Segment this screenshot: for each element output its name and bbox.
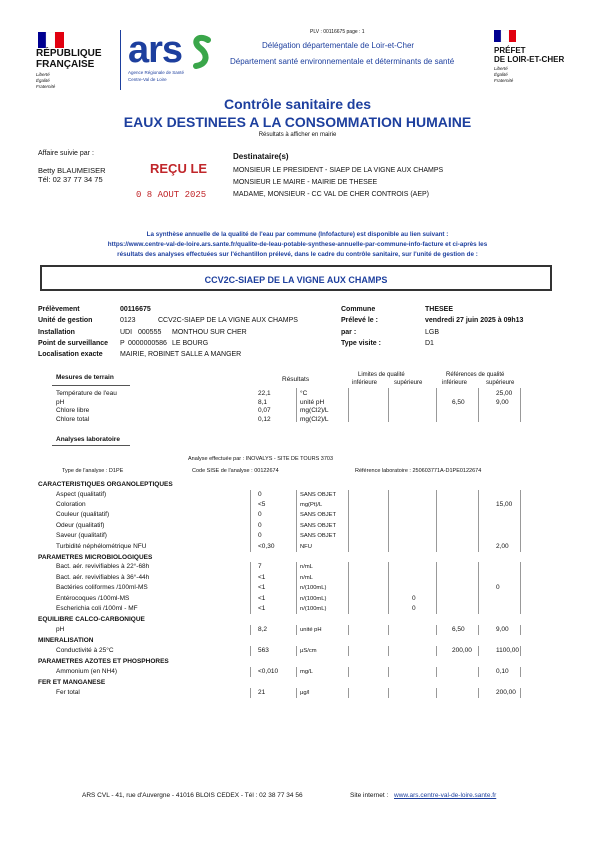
rf-motto3: Fraternité xyxy=(36,84,56,89)
lab-row-unit: n/(100mL) xyxy=(300,585,327,592)
table-divider xyxy=(348,625,349,635)
section-title: EQUILIBRE CALCO-CARBONIQUE xyxy=(38,616,145,624)
lab-row-name: Fer total xyxy=(56,688,80,696)
table-divider xyxy=(436,625,437,635)
table-divider xyxy=(296,667,297,677)
lab-row-name: Saveur (qualitatif) xyxy=(56,532,107,540)
footer-site-label: Site internet : xyxy=(350,792,389,799)
table-divider xyxy=(296,688,297,698)
lab-row-value: 8,2 xyxy=(258,625,268,633)
footer-site-link[interactable]: www.ars.centre-val-de-loire.sante.fr xyxy=(394,792,497,799)
terrain-row-value: 0,07 xyxy=(258,407,271,414)
prelevement-value: 00116675 xyxy=(120,306,151,313)
ars-s-icon xyxy=(190,34,212,74)
table-divider xyxy=(478,388,479,422)
prefet-motto2: Égalité xyxy=(494,72,508,77)
unit-box-title: CCV2C-SIAEP DE LA VIGNE AUX CHAMPS xyxy=(204,275,388,285)
localisation-label: Localisation exacte xyxy=(38,351,103,358)
terrain-row-unit: mg(Cl2)/L xyxy=(300,415,329,423)
prefet-motto3: Fraternité xyxy=(494,78,514,83)
lab-row-value: <0,30 xyxy=(258,542,275,550)
lab-row-unit: mg/L xyxy=(300,668,313,675)
table-divider xyxy=(388,625,389,635)
table-divider xyxy=(478,562,479,614)
table-divider xyxy=(348,562,349,614)
section-title: CARACTERISTIQUES ORGANOLEPTIQUES xyxy=(38,481,173,488)
terrain-row-ref-inf: 6,50 xyxy=(452,398,465,406)
lab-row-unit: NFU xyxy=(300,543,312,550)
page-reference: PLV : 00116675 page : 1 xyxy=(310,29,365,35)
lab-row-name: Odeur (qualitatif) xyxy=(56,521,105,529)
lab-row-unit: SANS OBJET xyxy=(300,512,337,519)
lab-row-value: <1 xyxy=(258,594,266,602)
lab-row-ref-sup: 9,00 xyxy=(496,625,509,633)
point-value: LE BOURG xyxy=(172,340,209,347)
table-divider xyxy=(520,646,521,656)
notice-line3: résultats des analyses effectuées sur l'échantillon prélevé, dans le cadre du contrôle sanitaire, sur l'unité de gestion de : xyxy=(117,251,478,258)
followed-by-name: Betty BLAUMEISER xyxy=(38,166,106,175)
labo-code: Code SISE de l'analyse : 00122674 xyxy=(192,468,279,474)
republique-francaise-logo xyxy=(34,30,104,100)
table-divider xyxy=(250,625,251,635)
table-divider xyxy=(296,646,297,656)
table-divider xyxy=(478,688,479,698)
lab-row-unit: µS/cm xyxy=(300,647,317,654)
refs-heading: Références de qualité xyxy=(446,372,505,378)
title-note: Résultats à afficher en mairie xyxy=(258,132,337,138)
localisation-value: MAIRIE, ROBINET SALLE A MANGER xyxy=(120,351,242,358)
ars-sub1: Agence Régionale de Santé xyxy=(128,70,185,75)
terrain-row-value: 0,12 xyxy=(258,415,271,423)
lab-row-name: pH xyxy=(56,625,65,633)
rf-motto2: Égalité xyxy=(36,78,50,83)
labo-title: Analyses laboratoire xyxy=(56,436,120,443)
table-divider xyxy=(520,667,521,677)
point-label: Point de surveillance xyxy=(38,340,109,347)
notice-line1: La synthèse annuelle de la qualité de l'eau par commune (Infofacture) est disponible au lien suivant : xyxy=(146,231,449,238)
table-divider xyxy=(478,667,479,677)
terrain-row-ref-sup: 9,00 xyxy=(496,398,509,406)
lab-row-ref-sup: 15,00 xyxy=(496,500,513,508)
followed-by-label: Affaire suivie par : xyxy=(38,150,94,157)
table-divider xyxy=(250,688,251,698)
lab-row-unit: n/mL xyxy=(300,574,313,581)
installation-num: 000555 xyxy=(138,329,162,336)
recipient-1: MONSIEUR LE PRESIDENT - SIAEP DE LA VIGNE AUX CHAMPS xyxy=(233,167,444,174)
table-divider xyxy=(436,688,437,698)
ars-wordmark: ars xyxy=(128,29,183,71)
lab-row-ref-sup: 2,00 xyxy=(496,542,509,550)
table-divider xyxy=(436,490,437,552)
lab-row-name: Conductivité à 25°C xyxy=(56,646,114,654)
ref-sup-heading: supérieure xyxy=(486,380,515,386)
table-divider xyxy=(388,646,389,656)
lab-row-name: Entérocoques /100ml-MS xyxy=(56,594,130,602)
terrain-row-unit: mg(Cl2)/L xyxy=(300,407,329,414)
lab-row-name: Coloration xyxy=(56,500,86,508)
lab-row-unit: SANS OBJET xyxy=(300,522,337,529)
marianne-flag-icon xyxy=(38,32,64,48)
title-line2: EAUX DESTINEES A LA CONSOMMATION HUMAINE xyxy=(123,114,472,130)
lab-row-name: Couleur (qualitatif) xyxy=(56,511,110,519)
terrain-row-ref-sup: 25,00 xyxy=(496,390,513,397)
unite-value: CCV2C-SIAEP DE LA VIGNE AUX CHAMPS xyxy=(158,317,298,324)
section-title: PARAMETRES AZOTES ET PHOSPHORES xyxy=(38,658,169,666)
table-divider xyxy=(250,490,251,552)
table-divider xyxy=(388,688,389,698)
lab-row-value: 0 xyxy=(258,490,262,498)
table-divider xyxy=(520,388,521,422)
lab-row-lim-sup: 0 xyxy=(412,605,416,612)
table-divider xyxy=(250,562,251,614)
prelevement-label: Prélèvement xyxy=(38,306,80,313)
lab-row-unit: n/(100mL) xyxy=(300,606,327,612)
point-num: 0000000586 xyxy=(128,340,167,347)
terrain-row-name: Chlore total xyxy=(56,415,90,423)
par-value: LGB xyxy=(425,329,440,336)
table-divider xyxy=(520,490,521,552)
lab-row-value: 0 xyxy=(258,532,262,540)
lab-row-name: Escherichia coli /100ml - MF xyxy=(56,605,138,612)
table-divider xyxy=(250,646,251,656)
lab-row-value: 563 xyxy=(258,646,269,654)
terrain-row-unit: °C xyxy=(300,390,308,397)
lab-row-ref-sup: 0 xyxy=(496,584,500,592)
terrain-row-name: pH xyxy=(56,398,65,406)
mesures-heading: Mesures de terrain xyxy=(56,374,114,381)
preleve-value: vendredi 27 juin 2025 à 09h13 xyxy=(425,317,524,324)
lab-row-unit: n/(100mL) xyxy=(300,595,327,602)
table-divider xyxy=(520,688,521,698)
rf-line2: FRANÇAISE xyxy=(36,59,95,70)
followed-by-tel: Tél: 02 37 77 34 75 xyxy=(38,175,103,184)
lab-row-value: <5 xyxy=(258,500,266,508)
visite-value: D1 xyxy=(425,340,434,347)
terrain-row-value: 22,1 xyxy=(258,390,271,397)
footer-address: ARS CVL - 41, rue d'Auvergne - 41016 BLOIS CEDEX - Tél : 02 38 77 34 56 xyxy=(82,792,303,799)
lab-row-unit: mg(Pt)/L xyxy=(300,501,323,508)
recipients-label: Destinataire(s) xyxy=(233,152,289,161)
table-divider xyxy=(296,625,297,635)
stamp-date: 0 8 AOUT 2025 xyxy=(136,190,207,200)
table-divider xyxy=(520,625,521,635)
commune-label: Commune xyxy=(341,306,376,313)
lab-row-ref-inf: 6,50 xyxy=(452,625,465,633)
lab-row-unit: n/mL xyxy=(300,564,313,571)
table-divider xyxy=(436,667,437,677)
ars-sub2: Centre-Val de Loire xyxy=(128,77,167,82)
lab-row-value: <1 xyxy=(258,573,266,581)
delegation-text: Délégation départementale de Loir-et-Cher xyxy=(262,41,415,50)
lab-row-unit: SANS OBJET xyxy=(300,533,337,540)
section-title: PARAMETRES MICROBIOLOGIQUES xyxy=(38,553,153,561)
table-divider xyxy=(436,388,437,422)
table-divider xyxy=(296,562,297,614)
lab-row-value: 0 xyxy=(258,521,262,529)
prefet-line1: PRÉFET xyxy=(494,46,526,55)
table-divider xyxy=(348,490,349,552)
department-text: Département santé environnementale et déterminants de santé xyxy=(230,57,455,66)
limites-heading: Limites de qualité xyxy=(358,372,405,378)
point-code: P xyxy=(120,340,125,347)
table-divider xyxy=(296,388,297,422)
lab-row-value: <0,010 xyxy=(258,667,279,675)
lab-row-unit: µg/l xyxy=(300,689,310,696)
table-divider xyxy=(348,667,349,677)
table-divider xyxy=(478,625,479,635)
unite-code: 0123 xyxy=(120,317,136,324)
unit-box xyxy=(40,265,552,291)
commune-value: THESEE xyxy=(425,306,454,313)
lab-row-value: 21 xyxy=(258,688,266,696)
lab-row-name: Bactéries coliformes /100ml-MS xyxy=(56,584,148,592)
table-divider xyxy=(388,490,389,552)
lab-row-ref-inf: 200,00 xyxy=(452,646,472,654)
rf-motto1: Liberté xyxy=(36,72,50,77)
lab-row-value: <1 xyxy=(258,584,266,592)
lab-row-unit: SANS OBJET xyxy=(300,491,337,498)
table-divider xyxy=(478,646,479,656)
lab-row-lim-sup: 0 xyxy=(412,594,416,602)
table-divider xyxy=(388,667,389,677)
prefet-logo xyxy=(492,30,572,92)
table-divider xyxy=(388,562,389,614)
labo-effectuee: Analyse effectuée par : INOVALYS - SITE DE TOURS 3703 xyxy=(188,456,334,462)
terrain-row-name: Chlore libre xyxy=(56,407,90,414)
labo-ref: Référence laboratoire : 250603771A-D1PE0122674 xyxy=(355,468,482,474)
lab-row-name: Ammonium (en NH4) xyxy=(56,667,118,675)
table-divider xyxy=(250,667,251,677)
prefet-line2: DE LOIR-ET-CHER xyxy=(494,55,565,64)
par-label: par : xyxy=(341,329,357,336)
lab-row-value: <1 xyxy=(258,605,266,612)
rf-line1: RÉPUBLIQUE xyxy=(36,48,102,59)
preleve-label: Prélevé le : xyxy=(341,317,378,324)
prefet-flag-icon xyxy=(494,30,516,42)
ars-logo xyxy=(118,30,218,92)
ref-inf-heading: inférieure xyxy=(442,380,468,386)
resultats-heading: Résultats xyxy=(282,376,310,383)
lab-row-ref-sup: 200,00 xyxy=(496,688,516,696)
table-divider xyxy=(296,490,297,552)
notice-link[interactable]: https://www.centre-val-de-loire.ars.sante.fr/qualite-de-leau-potable-synthese-annuelle-par-commune-info-facture et ci-après les xyxy=(107,241,488,248)
table-divider xyxy=(348,688,349,698)
installation-value: MONTHOU SUR CHER xyxy=(172,329,247,336)
table-divider xyxy=(478,490,479,552)
table-divider xyxy=(388,388,389,422)
visite-label: Type visite : xyxy=(341,340,381,347)
installation-code: UDI xyxy=(120,329,133,336)
lim-sup-heading: supérieure xyxy=(394,380,423,386)
lab-row-name: Turbidité néphélométrique NFU xyxy=(56,542,147,550)
table-divider xyxy=(348,646,349,656)
unite-label: Unité de gestion xyxy=(38,317,93,324)
lab-row-ref-sup: 0,10 xyxy=(496,667,509,675)
recipient-2: MONSIEUR LE MAIRE - MAIRIE DE THESEE xyxy=(233,179,378,186)
lab-row-name: Aspect (qualitatif) xyxy=(56,490,107,498)
section-title: FER ET MANGANESE xyxy=(38,679,106,687)
terrain-row-unit: unité pH xyxy=(300,398,325,406)
installation-label: Installation xyxy=(38,329,75,336)
lab-row-ref-sup: 1100,00 xyxy=(496,646,520,654)
table-divider xyxy=(436,562,437,614)
table-divider xyxy=(436,646,437,656)
section-title: MINERALISATION xyxy=(38,637,94,645)
lab-row-name: Bact. aér. revivifiables à 36°-44h xyxy=(56,573,150,581)
title-line1: Contrôle sanitaire des xyxy=(223,96,372,112)
lab-row-value: 7 xyxy=(258,563,262,571)
lab-row-unit: unité pH xyxy=(300,626,322,633)
recipient-3: MADAME, MONSIEUR - CC VAL DE CHER CONTROIS (AEP) xyxy=(233,191,430,198)
table-divider xyxy=(520,562,521,614)
stamp-received: REÇU LE xyxy=(150,161,208,176)
terrain-row-value: 8,1 xyxy=(258,398,268,406)
labo-type: Type de l'analyse : D1PE xyxy=(62,468,124,474)
lim-inf-heading: inférieure xyxy=(352,380,378,386)
prefet-motto1: Liberté xyxy=(494,66,508,71)
lab-row-value: 0 xyxy=(258,511,262,519)
terrain-row-name: Température de l'eau xyxy=(56,390,117,397)
table-divider xyxy=(348,388,349,422)
lab-row-name: Bact. aér. revivifiables à 22°-68h xyxy=(56,563,150,571)
